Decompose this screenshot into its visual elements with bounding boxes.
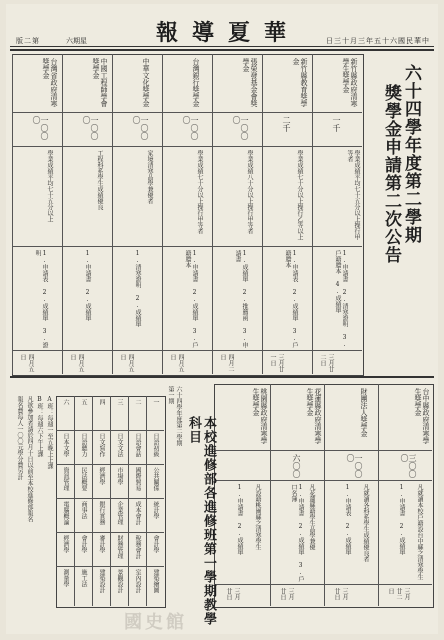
table-row-divider [12, 112, 362, 113]
course-note: B班：每週六下午上課 [36, 396, 43, 457]
table-col-divider [324, 384, 325, 606]
course-subject: 銀行實務 [98, 501, 105, 525]
table-row-divider [12, 246, 362, 247]
scholarship-name: 台灣銀行獎學金 [192, 58, 200, 107]
course-subject: 建築繪圖 [152, 569, 159, 593]
course-note: A班：每週一至五晚上上課 [46, 396, 53, 469]
scholarship-name: 台灣省政府清寒獎學金 [42, 58, 58, 107]
table-col-divider [212, 54, 213, 374]
course-col-divider [74, 396, 75, 606]
scholarship-deadline: 三月廿一日 [269, 354, 284, 372]
scholarship-amount: 一〇〇〇 [32, 116, 49, 140]
course-col-divider [92, 396, 93, 606]
masthead-rule [10, 46, 434, 47]
course-subject: 民法概要 [80, 467, 87, 491]
table-col-divider [62, 54, 63, 374]
table-col-divider [270, 384, 271, 606]
table-row-divider [214, 480, 432, 481]
newspaper-title: 報導夏華 [156, 20, 301, 46]
course-period: 四 [98, 399, 105, 405]
course-row-divider [56, 532, 164, 533]
table-col-divider [162, 54, 163, 374]
course-subject: 稅務會計 [134, 535, 141, 559]
table-col-divider [312, 54, 313, 374]
scholarship-name: 中華文化獎學金 [142, 58, 150, 107]
scholarship-criteria: 學業成績八十分以上操行甲等者 [246, 150, 253, 234]
scholarship-name: 新竹縣政府清寒學生獎學金 [342, 58, 358, 107]
scholarship-docs: 1.申請表 2.成績單 3.證明 [34, 250, 48, 348]
scholarship-deadline: 三月廿二日 [387, 588, 410, 600]
course-subject: 公共關係 [152, 467, 159, 491]
course-period: 三 [116, 399, 123, 405]
scholarship-name: 張榮發基金會獎學金 [242, 58, 258, 107]
course-note: 報名費每人一〇〇元學分費另計 [16, 396, 23, 480]
scholarship-amount: 一〇〇〇 [132, 116, 149, 140]
scholarship-deadline: 三月廿日 [333, 588, 348, 600]
scholarship-amount: 六〇〇 [292, 454, 301, 478]
scholarship-docs: 1.申請表 2.成績單 3.戶籍謄本 [284, 250, 298, 348]
section-divider [10, 376, 434, 378]
newspaper-page [6, 4, 438, 634]
course-row-divider [56, 566, 164, 567]
course-subject: 建築設計 [98, 569, 105, 593]
scholarship-criteria: 凡就讀本校戶籍設台中縣之清寒學生 [416, 484, 423, 580]
scholarship-deadline: 三月廿日 [225, 588, 240, 600]
scholarship-docs: 1.申請書 2.成績單 3.戶口名簿 [290, 484, 304, 582]
scholarship-criteria: 凡花蓮縣籍學生品學兼優 [308, 484, 315, 550]
scholarship-deadline: 四月五日 [119, 354, 134, 372]
scholarship-amount: 二千 [282, 116, 291, 132]
table-col-divider [262, 54, 263, 374]
scholarship-criteria: 凡就讀各科系學生成績優良者 [362, 484, 369, 562]
scholarship-amount: 一〇〇〇 [82, 116, 99, 140]
scholarship-amount: 一〇〇〇 [232, 116, 249, 140]
scholarship-docs: 1.申請書 2.成績單 [398, 484, 405, 555]
scholarship-deadline: 四月五日 [169, 354, 184, 372]
scholarship-name: 中國工程師學會獎學金 [92, 58, 108, 107]
course-note: 凡欲參加者請於四月十日以前至本校進修部報名 [26, 396, 33, 522]
course-subject: 企業管理 [116, 501, 123, 525]
course-subject: 資訊管理 [62, 467, 69, 491]
issue-date: 日三十月三年五十六國民華中 [326, 37, 430, 45]
table-col-divider [378, 384, 379, 606]
course-subject: 室內設計 [134, 569, 141, 593]
page-label: 版二第 [16, 37, 40, 45]
scholarship-docs: 1.申請書 2.成績單 3.戶籍謄本 [184, 250, 198, 348]
course-subject: 市場學 [116, 467, 123, 485]
scholarship-criteria: 學業成績七十分以上操行乙等以上 [296, 150, 303, 240]
scholarship-deadline: 四月二日 [219, 354, 234, 372]
scholarship-docs: 1.申請書 2.成績單 [236, 484, 243, 555]
scholarship-name: 新竹縣教育獎學金 [292, 58, 308, 107]
scholarship-name: 花蓮縣政府清寒學生獎學金 [306, 388, 322, 444]
masthead [6, 12, 438, 50]
scholarship-criteria: 凡設籍桃園縣之清寒學生 [254, 484, 261, 550]
course-row-divider [56, 464, 164, 465]
course-subject: 經濟學 [98, 467, 105, 485]
scholarship-criteria: 工程科系學生成績優良 [96, 150, 103, 210]
table-row-divider [214, 450, 432, 451]
course-subject: 日文寫作 [98, 433, 105, 457]
course-subject: 電腦概論 [62, 501, 69, 525]
course-subject: 日語聽力 [80, 433, 87, 457]
scholarship-amount: 一〇〇〇 [346, 454, 363, 478]
scholarship-docs: 1.清寒證明 2.成績單 [134, 250, 141, 327]
scholarship-amount: 一千 [332, 116, 341, 132]
scholarship-docs: 1.申請表 2.成績單 [344, 484, 351, 555]
scholarship-criteria: 家境清寒品學兼優者 [146, 150, 153, 204]
course-subject: 經濟學 [62, 535, 69, 553]
course-subject: 商事法 [80, 501, 87, 519]
scholarship-amount: 一〇〇〇 [182, 116, 199, 140]
watermark: 國史館 [124, 612, 187, 633]
course-subject: 日本文學 [62, 433, 69, 457]
scholarship-deadline: 三月廿日 [279, 588, 294, 600]
scholarship-deadline: 四月五日 [19, 354, 34, 372]
scholarship-name: 台中縣政府清寒學生獎學金 [414, 388, 430, 444]
notice-title-line2: 獎學金申請第二次公告 [381, 84, 401, 264]
course-col-divider [128, 396, 129, 606]
course-subject: 財務管理 [116, 535, 123, 559]
weekday: 六期星 [66, 37, 87, 45]
notice-title-line1: 六十四學年度第二學期 [401, 64, 421, 244]
table-col-divider [112, 54, 113, 374]
course-col-divider [110, 396, 111, 606]
course-period: 一 [152, 399, 159, 405]
course-subject: 日語初級 [152, 433, 159, 457]
scholarship-docs: 1.申請書 2.成績單 [84, 250, 91, 321]
course-subject: 成本會計 [134, 501, 141, 525]
course-period: 六 [62, 399, 69, 405]
course-row-divider [56, 498, 164, 499]
scholarship-name: 桃園縣政府清寒學生獎學金 [252, 388, 268, 444]
course-subject: 施工法 [80, 569, 87, 587]
course-subject: 統計學 [152, 501, 159, 519]
course-subject: 國際貿易 [134, 467, 141, 491]
course-table [56, 396, 166, 608]
scholarship-deadline: 四月五日 [69, 354, 84, 372]
table-row-divider [12, 146, 362, 147]
course-subject: 測量學 [62, 569, 69, 587]
scholarship-criteria: 學業成績平均七十五分以上 [46, 150, 53, 222]
course-col-divider [146, 396, 147, 606]
course-subject: 會計學 [80, 535, 87, 553]
scholarship-criteria: 學業成績七十分以上操行甲等者 [196, 150, 203, 234]
scholarship-docs: 1.成績單 2.推薦函 3.申請書 [234, 250, 248, 348]
course-section-title: 本校進修部各進修班第一學期教學科目 [186, 416, 216, 626]
scholarship-docs: 1.申請書 2.清寒證明 3.戶籍謄本 4.成績單 [334, 250, 348, 348]
scholarship-criteria: 學業成績平均七十五分以上操行甲等者 [346, 150, 360, 240]
course-subject: 會計學 [152, 535, 159, 553]
course-subject: 日語會話 [134, 433, 141, 457]
table-row-divider [12, 350, 362, 351]
course-section-subheading: 六十四學年度第二學期第一期 [167, 386, 182, 446]
scholarship-amount: 三〇〇〇 [400, 454, 417, 478]
course-subject: 景觀設計 [116, 569, 123, 593]
scholarship-deadline: 三月廿二日 [319, 354, 334, 372]
table-col-divider [12, 54, 13, 374]
course-row-divider [56, 430, 164, 431]
course-period: 五 [80, 399, 87, 405]
table-row-divider [214, 584, 432, 585]
masthead-rule-thick [10, 49, 434, 51]
course-subject: 審計學 [98, 535, 105, 553]
course-subject: 日文文法 [116, 433, 123, 457]
course-period: 二 [134, 399, 141, 405]
scholarship-name: 財團法人獎學金 [360, 388, 368, 437]
